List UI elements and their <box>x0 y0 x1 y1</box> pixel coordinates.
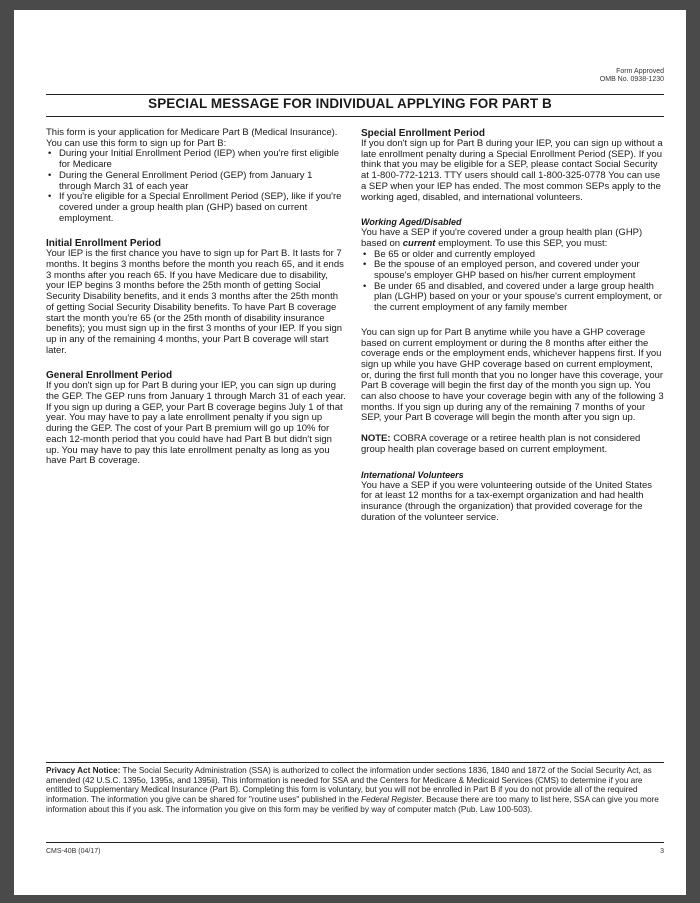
iep-heading: Initial Enrollment Period <box>46 238 162 250</box>
sep-paragraph: If you don't sign up for Part B during your IEP, you can sign up without a late enrollment penalty during a Special Enrollment Period (SEP). If you think that you may be eligible for a SEP, please contact Social Security at 1-800-772-1213. TTY users should call 1-800-325-0778 You can use a SEP when your IEP has ended. The most common SEPs apply to the working aged, disabled, and international volunteers. <box>361 138 663 203</box>
privacy-text: The Social Security Administration (SSA) is authorized to collect the information under sections 1836, 1840 and 1872 of the Social Security Act, as amended (42 U.S.C. 1395o, 1395s, and 1395ii). This information is needed for SSA and the Centers for Medicare & Medicaid Services (CMS) to determine if you are entitled to Supplementary Medical Insurance (Part B). Completing this form is voluntary, but you will not be enrolled in Part B if you do not provide all of the required information. The information you give can be shared for "routine uses" published in the <box>46 766 652 805</box>
working-bullet-list <box>361 250 665 314</box>
note-label: NOTE: <box>361 433 391 445</box>
working-text-part: employment. To use this SEP, you must: <box>435 237 608 249</box>
title-bottom-rule <box>46 116 664 117</box>
privacy-act-notice <box>46 766 664 815</box>
privacy-top-rule <box>46 762 664 763</box>
gep-heading: General Enrollment Period <box>46 370 173 382</box>
iep-paragraph: Your IEP is the first chance you have to sign up for Part B. It lasts for 7 months. It begins 3 months before the month you reach 65, and it ends 3 months after you reach 65. If you have Medicare due to disability, your IEP begins 3 months before the 25th month of getting Social Security Disability benefits, and it ends 3 months after the 25th month of getting Social Security Disability benefits. To have Part B coverage start the month you're 65 (or the 25th month of disability insurance benefits); you must sign up in the first 3 months of your IEP. If you sign up in any of the remaining 4 months, your Part B coverage will start later. <box>46 248 344 356</box>
list-item: • If you're eligible for a Special Enrollment Period (SEP), like if you're covered under a group health plan (GHP) based on current employment. <box>46 192 346 224</box>
anytime-paragraph: You can sign up for Part B anytime while you have a GHP coverage based on current employment or during the 8 months after either the coverage ends or the employment ends, whichever happens first. If you sign up while you have GHP coverage based on current employment, or, during the first full month that you no longer have this coverage, your Part B coverage will begin the first day of the month you sign up. You can also choose to have your coverage begin with any of the following 3 months. If you sign up during any of the remaining 7 months of your SEP, your Part B coverage will begin the month after you sign up. <box>361 326 664 424</box>
gep-paragraph: If you don't sign up for Part B during your IEP, you can sign up during the GEP. The GEP runs from January 1 through March 31 of each year. If you sign up during a GEP, your Part B coverage begins July 1 of that year. You may have to pay a late enrollment penalty if you sign up during the GEP. The cost of your Part B premium will go up 10% for each 12-month period that you could have had Part B but didn't sign up. You may have to pay this late enrollment penalty as long as you have Part B coverage. <box>46 380 346 467</box>
working-text-part: You have a SEP if you're covered under a group health plan (GHP) based on <box>361 227 643 249</box>
privacy-text: . Because there are too many to list here, SSA can give you more information about this if you ask. The information you give on this form may be verified by way of computer match (Pub. Law 100-503). <box>46 795 659 814</box>
list-item: • During the General Enrollment Period (GEP) from January 1 through March 31 of each year <box>46 171 346 192</box>
privacy-label: Privacy Act Notice: <box>46 766 121 775</box>
title-top-rule <box>46 94 664 95</box>
working-aged-paragraph <box>361 228 665 249</box>
form-approval-block <box>600 68 664 84</box>
intro-paragraph: This form is your application for Medicare Part B (Medical Insurance). You can use this form to sign up for Part B: <box>46 127 338 149</box>
sep-heading: Special Enrollment Period <box>361 128 485 139</box>
page-number: 3 <box>660 848 664 855</box>
footer-rule <box>46 842 664 843</box>
list-item: • Be 65 or older and currently employed <box>361 250 665 261</box>
omb-number: OMB No. 0938-1230 <box>599 76 664 83</box>
note-paragraph <box>361 434 665 455</box>
list-item: • During your Initial Enrollment Period (IEP) when you're first eligible for Medicare <box>46 149 346 170</box>
intl-volunteers-paragraph: You have a SEP if you were volunteering outside of the United States for at least 12 months for a tax-exempt organization and had health insurance (through the organization) that provided coverage for the duration of the volunteer service. <box>361 479 652 523</box>
list-item: • Be under 65 and disabled, and covered under a large group health plan (LGHP) based on your or your spouse's current employment, or the current employment of any family member <box>361 282 665 314</box>
left-column <box>46 128 346 467</box>
form-id: CMS-40B (04/17) <box>46 848 101 855</box>
working-aged-heading: Working Aged/Disabled <box>361 217 462 228</box>
privacy-federal-register: Federal Register <box>361 795 422 805</box>
form-approved-label: Form Approved <box>616 68 664 75</box>
list-item: • Be the spouse of an employed person, and covered under your spouse's employer GHP based on his/her current employment <box>361 260 665 281</box>
intl-volunteers-heading: International Volunteers <box>361 469 464 480</box>
note-text: COBRA coverage or a retiree health plan is not considered group health plan coverage based on current employment. <box>361 433 641 455</box>
document-page <box>14 10 686 895</box>
right-column <box>361 128 665 523</box>
intro-bullet-list <box>46 149 346 224</box>
page-title: SPECIAL MESSAGE FOR INDIVIDUAL APPLYING FOR PART B <box>148 96 552 111</box>
working-text-emphasis: current <box>402 237 436 249</box>
